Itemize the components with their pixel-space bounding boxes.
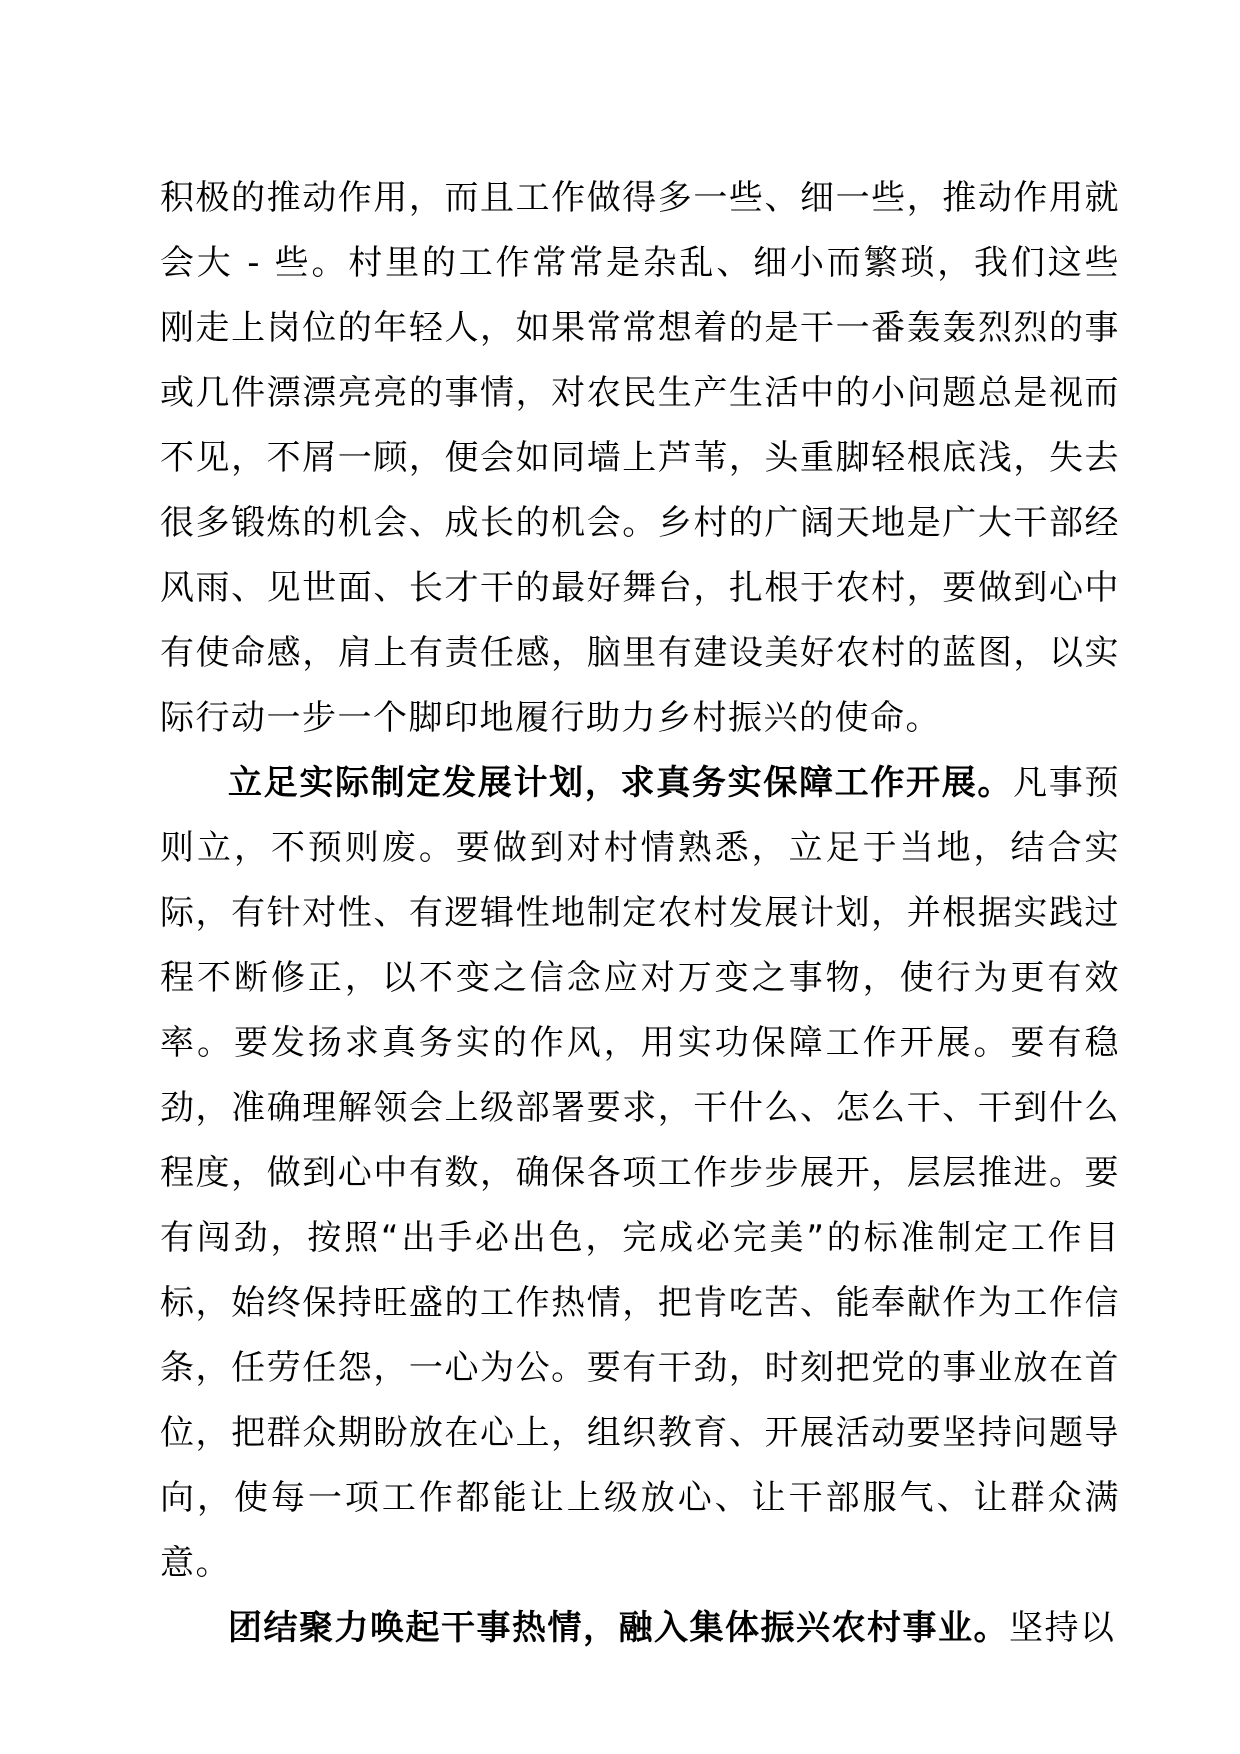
document-body — [160, 166, 1120, 1661]
paragraph-1-text: 积极的推动作用，而且工作做得多一些、细一些，推动作用就会大 - 些。村里的工作常常是杂乱、细小而繁琐，我们这些刚走上岗位的年轻人，如果常常想着的是干一番轰轰烈烈的事或几件漂漂亮亮的事情，对农民生产生活中的小问题总是视而不见，不屑一顾，便会如同墙上芦苇，头重脚轻根底浅，失去很多锻炼的机会、成长的机会。乡村的广阔天地是广大干部经风雨、见世面、长才干的最好舞台，扎根于农村，要做到心中有使命感，肩上有责任感，脑里有建设美好农村的蓝图，以实际行动一步一个脚印地履行助力乡村振兴的使命。 — [160, 178, 1120, 738]
paragraph-3 — [160, 1596, 1120, 1661]
paragraph-1 — [160, 166, 1120, 751]
paragraph-3-lead: 团结聚力唤起干事热情，融入集体振兴农村事业。 — [228, 1608, 1009, 1648]
paragraph-3-text: 坚持以 — [1009, 1608, 1116, 1648]
paragraph-2 — [160, 751, 1120, 1596]
paragraph-2-lead: 立足实际制定发展计划，求真务实保障工作开展。 — [228, 763, 1014, 803]
paragraph-2-text: 凡事预则立，不预则废。要做到对村情熟悉，立足于当地，结合实际，有针对性、有逻辑性地制定农村发展计划，并根据实践过程不断修正，以不变之信念应对万变之事物，使行为更有效率。要发扬求真务实的作风，用实功保障工作开展。要有稳劲，准确理解领会上级部署要求，干什么、怎么干、干到什么程度，做到心中有数，确保各项工作步步展开，层层推进。要有闯劲，按照“出手必出色，完成必完美”的标准制定工作目标，始终保持旺盛的工作热情，把肯吃苦、能奉献作为工作信条，任劳任怨，一心为公。要有干劲，时刻把党的事业放在首位，把群众期盼放在心上，组织教育、开展活动要坚持问题导向，使每一项工作都能让上级放心、让干部服气、让群众满意。 — [160, 763, 1120, 1583]
